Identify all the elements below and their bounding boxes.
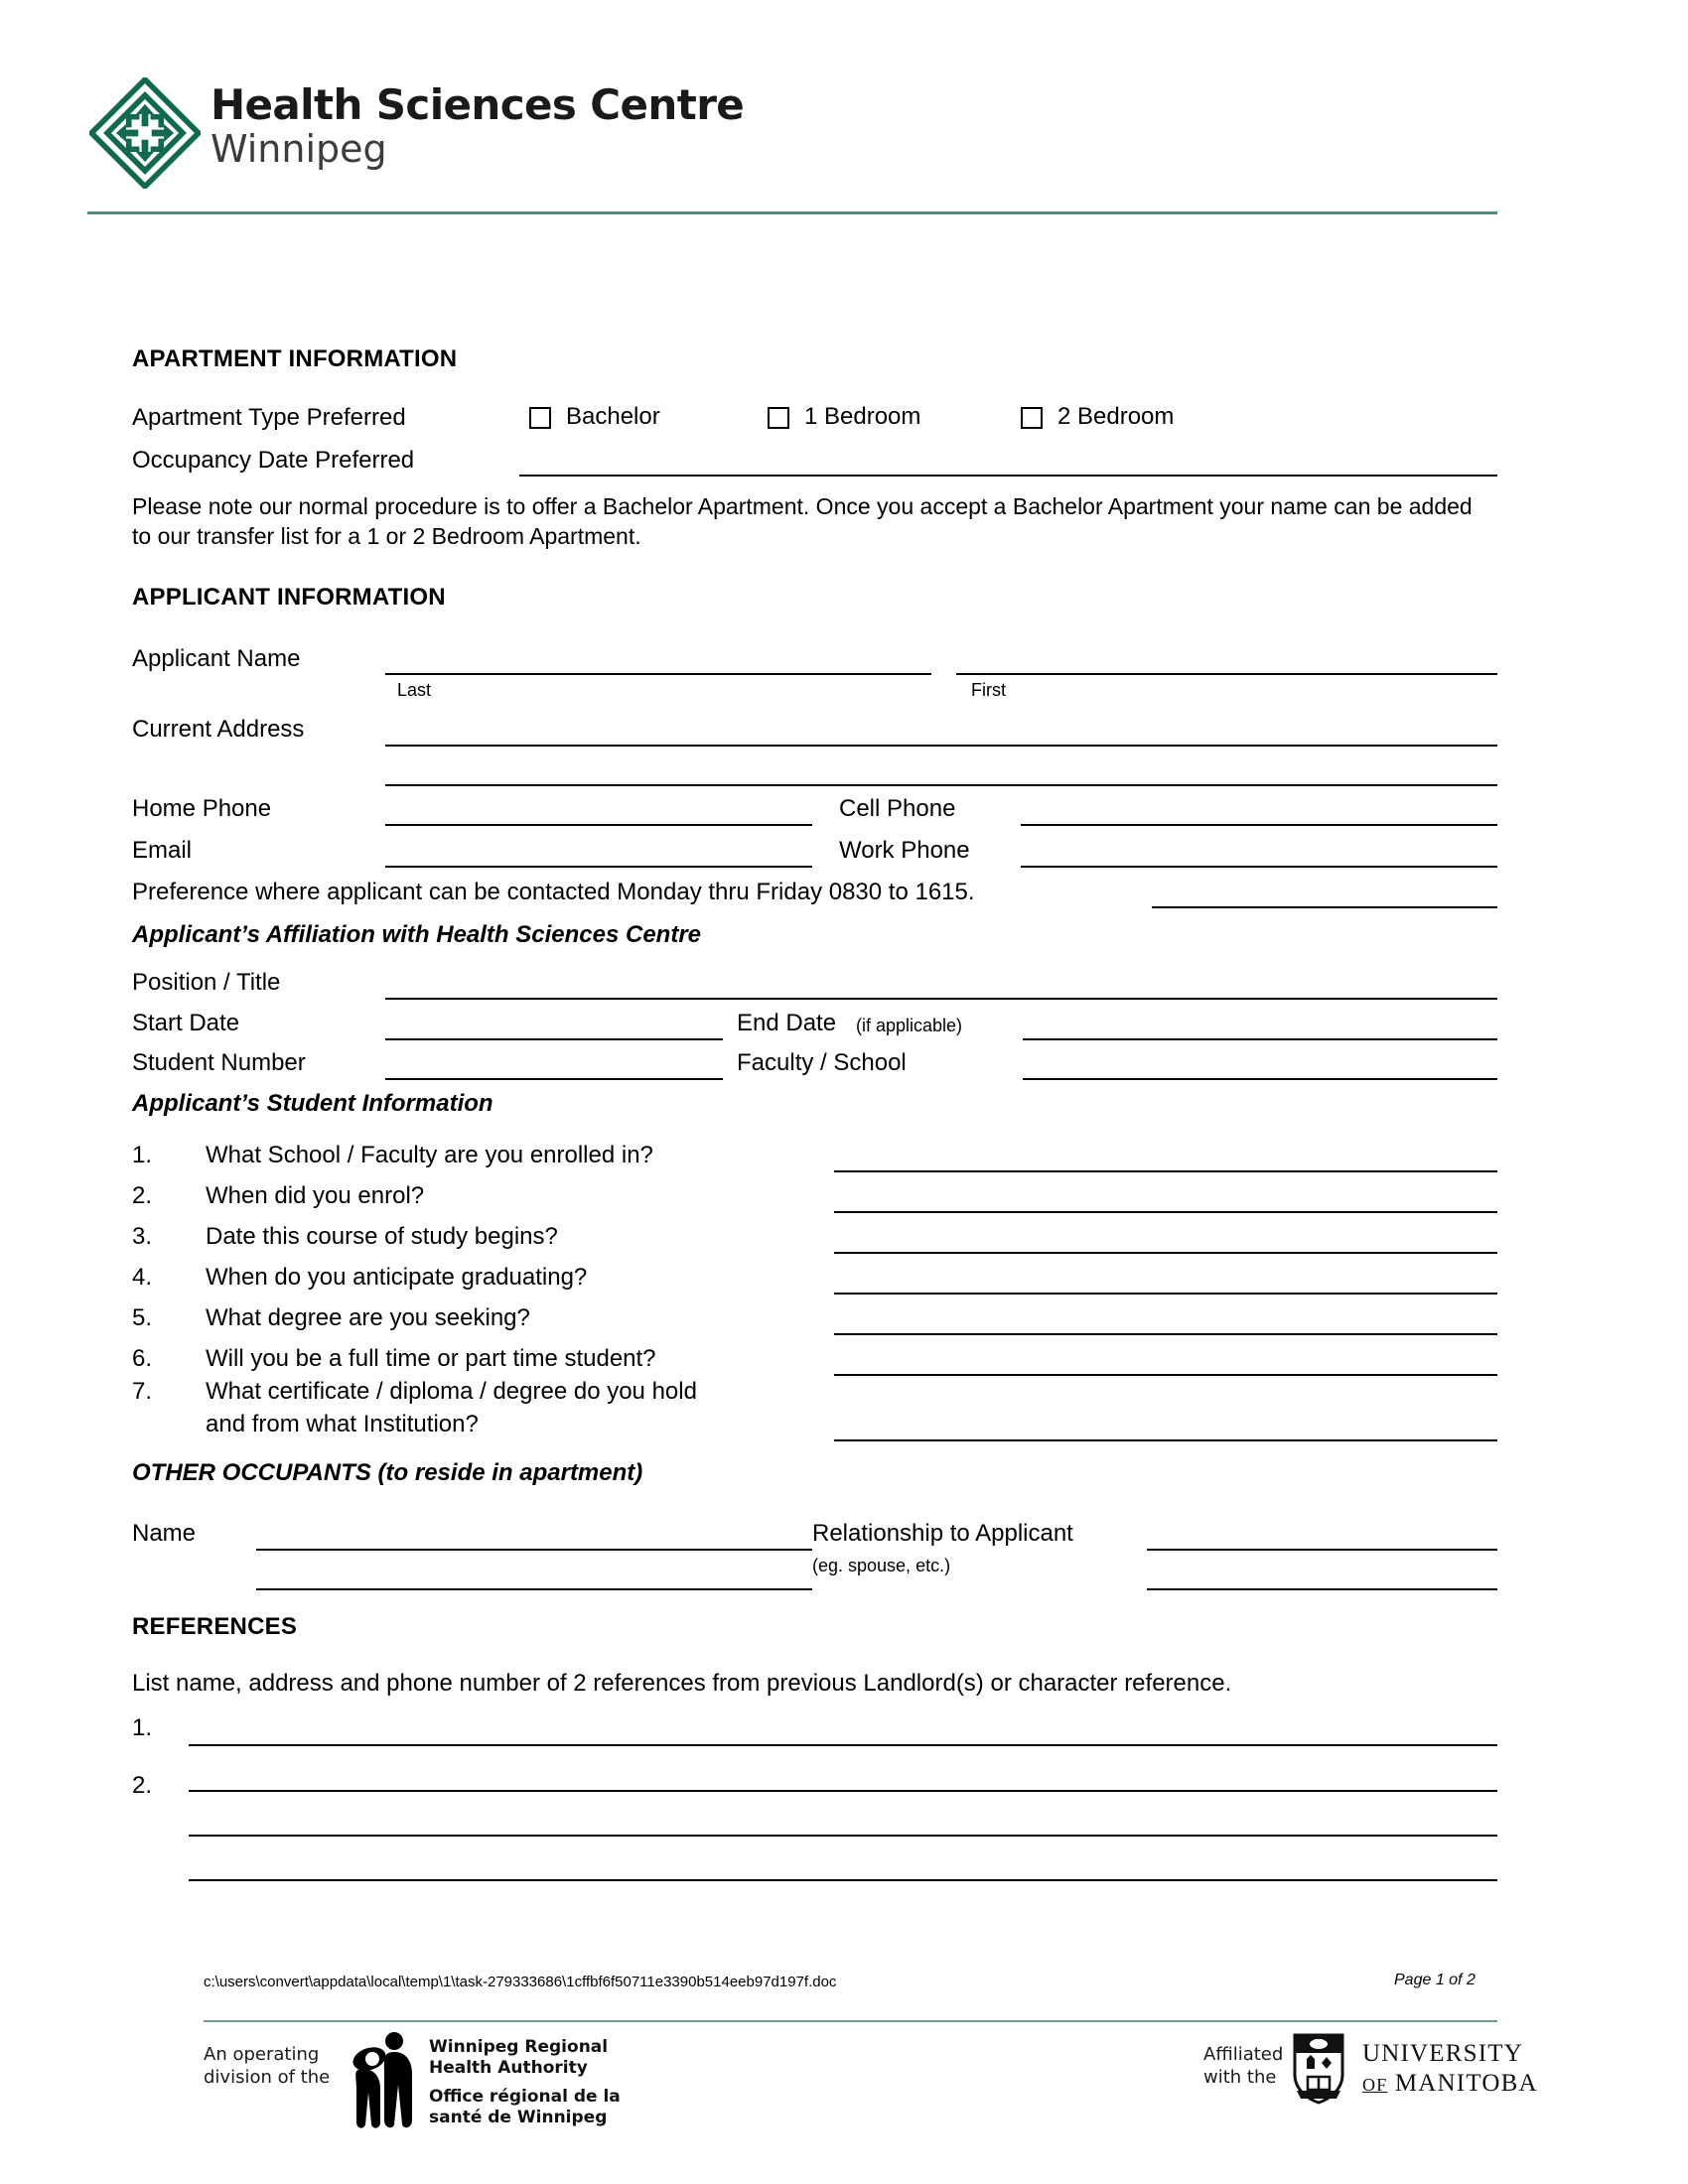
org-city: Winnipeg — [211, 127, 387, 172]
applicant-name-label: Applicant Name — [132, 645, 301, 672]
occupant-name-input-1[interactable] — [256, 1549, 812, 1551]
question-1-text: What School / Faculty are you enrolled in? — [206, 1142, 653, 1168]
apartment-note: Please note our normal procedure is to offer a Bachelor Apartment. Once you accept a Bachelor Apartment your name can be added to our transfer list for a 1 or 2 Bedroom Apartment. — [132, 493, 1473, 550]
wrha-figures-icon — [343, 2025, 422, 2134]
wrha-english-line2: Health Authority — [429, 2058, 588, 2079]
email-label: Email — [132, 837, 193, 864]
wrha-english-line1: Winnipeg Regional — [429, 2037, 609, 2057]
position-title-label: Position / Title — [132, 969, 281, 996]
question-6-text: Will you be a full time or part time student? — [206, 1345, 656, 1372]
question-7-number: 7. — [132, 1378, 153, 1405]
reference-2-input-line2[interactable] — [189, 1879, 1497, 1881]
document-header — [89, 69, 1499, 208]
current-address-label: Current Address — [132, 716, 305, 743]
applicant-information-heading: APPLICANT INFORMATION — [132, 584, 446, 611]
question-6-input[interactable] — [834, 1374, 1497, 1376]
apartment-type-label: Apartment Type Preferred — [132, 404, 406, 431]
university-of-word: OF — [1362, 2074, 1388, 2095]
university-line1: UNIVERSITY — [1362, 2040, 1523, 2067]
checkbox-2-bedroom-label: 2 Bedroom — [1057, 403, 1175, 430]
footer-page-number: Page 1 of 2 — [1394, 1972, 1476, 1988]
current-address-input-line1[interactable] — [385, 745, 1497, 747]
university-name-text — [1362, 2039, 1538, 2098]
occupant-name-label: Name — [132, 1520, 197, 1547]
occupant-name-input-2[interactable] — [256, 1588, 812, 1590]
operating-division-line2: division of the — [204, 2067, 331, 2089]
current-address-input-line2[interactable] — [385, 784, 1497, 786]
affiliated-line2: with the — [1203, 2067, 1277, 2089]
occupant-relationship-input-1[interactable] — [1147, 1549, 1497, 1551]
references-heading: REFERENCES — [132, 1613, 298, 1640]
wrha-french-line1: Office régional de la — [429, 2087, 621, 2108]
end-date-input[interactable] — [1023, 1038, 1497, 1040]
header-divider — [87, 211, 1497, 214]
start-date-input[interactable] — [385, 1038, 723, 1040]
occupancy-date-label: Occupancy Date Preferred — [132, 447, 415, 474]
reference-1-input-line2[interactable] — [189, 1790, 1497, 1792]
wrha-name-text — [429, 2037, 621, 2128]
reference-1-input-line1[interactable] — [189, 1744, 1497, 1746]
university-crest-icon — [1291, 2031, 1346, 2107]
question-4-input[interactable] — [834, 1293, 1497, 1295]
question-5-input[interactable] — [834, 1333, 1497, 1335]
question-1-input[interactable] — [834, 1170, 1497, 1172]
student-information-heading: Applicant’s Student Information — [132, 1090, 493, 1117]
footer-divider — [204, 2020, 1497, 2022]
question-5-text: What degree are you seeking? — [206, 1304, 530, 1331]
brand-text — [211, 80, 745, 172]
home-phone-input[interactable] — [385, 824, 812, 826]
question-2-text: When did you enrol? — [206, 1182, 425, 1209]
footer-file-path: c:\users\convert\appdata\local\temp\1\task-279333686\1cffbf6f50711e3390b514eeb97d197f.doc — [204, 1974, 837, 1990]
question-3-number: 3. — [132, 1223, 153, 1250]
cell-phone-input[interactable] — [1021, 824, 1497, 826]
first-name-caption: First — [971, 680, 1006, 700]
question-7-text: What certificate / diploma / degree do you hold — [206, 1378, 697, 1405]
org-name: Health Sciences Centre — [211, 80, 745, 129]
end-date-label: End Date — [737, 1010, 837, 1036]
work-phone-input[interactable] — [1021, 866, 1497, 868]
occupant-relationship-label: Relationship to Applicant — [812, 1520, 1073, 1547]
question-5-number: 5. — [132, 1304, 153, 1331]
university-line2: MANITOBA — [1394, 2069, 1538, 2097]
other-occupants-heading: OTHER OCCUPANTS (to reside in apartment) — [132, 1459, 643, 1486]
question-4-number: 4. — [132, 1264, 153, 1291]
question-7-input[interactable] — [834, 1439, 1497, 1441]
occupant-relationship-note: (eg. spouse, etc.) — [812, 1556, 951, 1575]
last-name-caption: Last — [397, 680, 432, 700]
position-title-input[interactable] — [385, 998, 1497, 1000]
wrha-french-line2: santé de Winnipeg — [429, 2108, 608, 2128]
operating-division-text — [204, 2043, 330, 2089]
checkbox-2-bedroom[interactable] — [1021, 407, 1043, 429]
affiliated-with-text — [1203, 2043, 1283, 2089]
apartment-information-heading: APARTMENT INFORMATION — [132, 345, 458, 372]
reference-2-number: 2. — [132, 1772, 153, 1799]
question-6-number: 6. — [132, 1345, 153, 1372]
cell-phone-label: Cell Phone — [839, 795, 956, 822]
occupant-relationship-input-2[interactable] — [1147, 1588, 1497, 1590]
occupancy-date-input[interactable] — [519, 475, 1497, 477]
hsc-diamond-logo-icon — [89, 77, 201, 189]
end-date-note: (if applicable) — [856, 1016, 963, 1035]
reference-1-number: 1. — [132, 1714, 153, 1741]
applicant-last-name-input[interactable] — [385, 673, 931, 675]
home-phone-label: Home Phone — [132, 795, 272, 822]
question-1-number: 1. — [132, 1142, 153, 1168]
faculty-school-input[interactable] — [1023, 1078, 1497, 1080]
student-number-label: Student Number — [132, 1049, 306, 1076]
start-date-label: Start Date — [132, 1010, 240, 1036]
reference-2-input-line1[interactable] — [189, 1835, 1497, 1837]
question-4-text: When do you anticipate graduating? — [206, 1264, 588, 1291]
checkbox-1-bedroom[interactable] — [768, 407, 789, 429]
applicant-first-name-input[interactable] — [956, 673, 1497, 675]
checkbox-bachelor-label: Bachelor — [566, 403, 660, 430]
work-phone-label: Work Phone — [839, 837, 970, 864]
affiliated-line1: Affiliated — [1203, 2044, 1284, 2065]
preference-input[interactable] — [1152, 906, 1497, 908]
references-instruction: List name, address and phone number of 2 references from previous Landlord(s) or character reference. — [132, 1670, 1232, 1697]
operating-division-line1: An operating — [204, 2044, 320, 2065]
student-number-input[interactable] — [385, 1078, 723, 1080]
question-3-input[interactable] — [834, 1252, 1497, 1254]
question-3-text: Date this course of study begins? — [206, 1223, 558, 1250]
question-7-text-cont: and from what Institution? — [206, 1411, 479, 1437]
question-2-input[interactable] — [834, 1211, 1497, 1213]
faculty-school-label: Faculty / School — [737, 1049, 907, 1076]
preference-text: Preference where applicant can be contacted Monday thru Friday 0830 to 1615. — [132, 879, 975, 905]
affiliation-heading: Applicant’s Affiliation with Health Sciences Centre — [132, 921, 702, 948]
checkbox-1-bedroom-label: 1 Bedroom — [804, 403, 921, 430]
question-2-number: 2. — [132, 1182, 153, 1209]
checkbox-bachelor[interactable] — [529, 407, 551, 429]
email-input[interactable] — [385, 866, 812, 868]
